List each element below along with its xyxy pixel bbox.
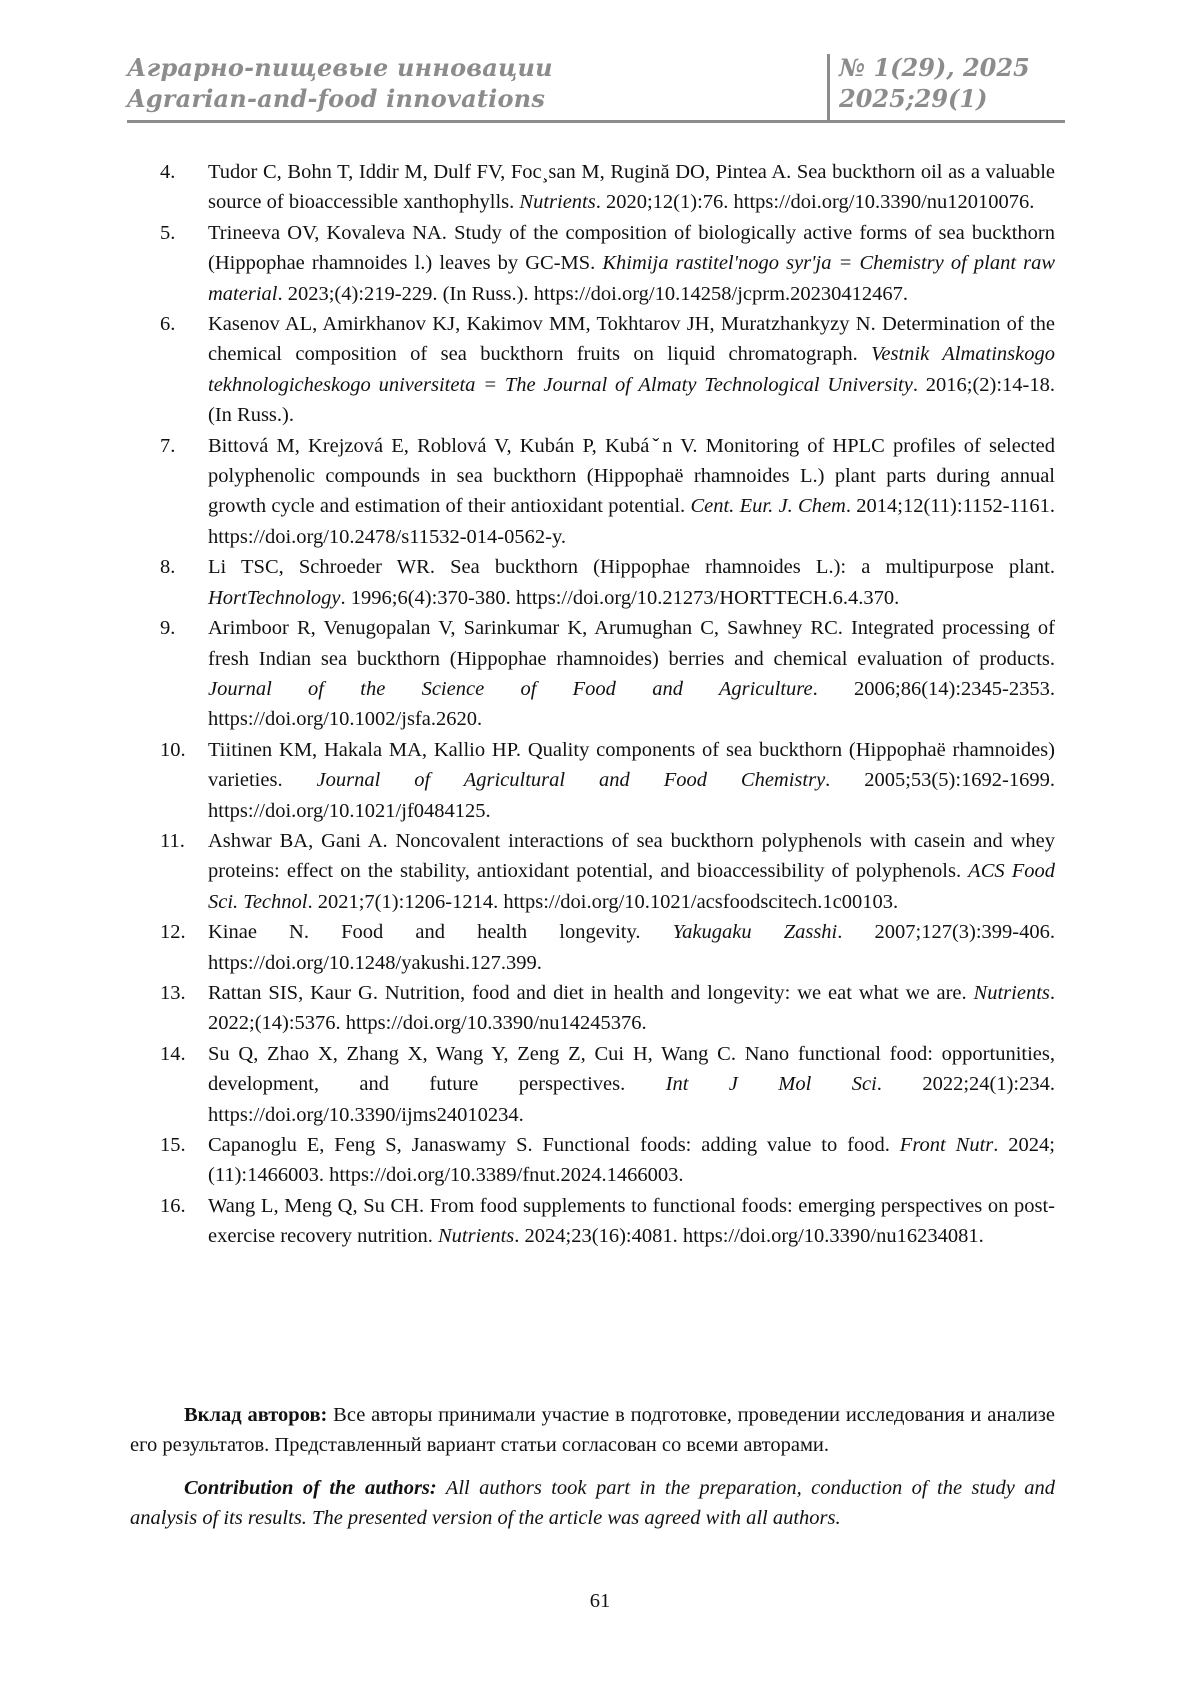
- reference-number: 9.: [160, 613, 204, 643]
- reference-text: Ashwar BA, Gani A. Noncovalent interactions of sea buckthorn polyphenols with casein and whey proteins: effect on the stability, antioxidant potential, and bioaccessibility of polyphenols.: [208, 830, 1055, 882]
- reference-item: [160, 917, 1055, 978]
- reference-details: . 2021;7(1):1206-1214. https://doi.org/10.1021/acsfoodscitech.1c00103.: [307, 891, 898, 913]
- reference-text: Tudor C, Bohn T, Iddir M, Dulf FV, Foc¸san M, Rugină DO, Pintea A. Sea buckthorn oil as a valuable source of bioaccessible xanthophylls.: [208, 161, 1055, 213]
- reference-text: Rattan SIS, Kaur G. Nutrition, food and diet in health and longevity: we eat what we are.: [208, 982, 974, 1004]
- contribution-en-label: Contribution of the authors:: [184, 1477, 437, 1499]
- reference-journal: Nutrients: [974, 982, 1050, 1004]
- reference-journal: Vestnik Almatinskogo tekhnologicheskogo universiteta = The Journal of Almaty Technological University: [208, 343, 1055, 395]
- reference-item: [160, 552, 1055, 613]
- reference-journal: Front Nutr: [900, 1134, 993, 1156]
- issue-number-ru: № 1(29), 2025: [839, 52, 1030, 83]
- reference-text: Su Q, Zhao X, Zhang X, Wang Y, Zeng Z, Cui H, Wang C. Nano functional food: opportunities, development, and future perspectives.: [208, 1043, 1055, 1095]
- reference-number: 8.: [160, 552, 204, 582]
- journal-title: [127, 52, 553, 114]
- reference-item: [160, 309, 1055, 431]
- reference-number: 12.: [160, 917, 204, 947]
- reference-journal: Khimija rastitel'nogo syr'ja = Chemistry of plant raw material: [208, 252, 1055, 304]
- reference-number: 6.: [160, 309, 204, 339]
- journal-title-en: Agrarian-and-food innovations: [127, 83, 553, 114]
- reference-journal: HortTechnology: [208, 587, 341, 609]
- reference-number: 4.: [160, 157, 204, 187]
- reference-details: . 2024;23(16):4081. https://doi.org/10.3390/nu16234081.: [514, 1225, 983, 1247]
- reference-item: [160, 1039, 1055, 1130]
- reference-details: . 2006;86(14):2345-2353. https://doi.org/10.1002/jsfa.2620.: [208, 678, 1055, 730]
- reference-details: . 2016;(2):14-18. (In Russ.).: [208, 374, 1055, 426]
- reference-details: . 1996;6(4):370-380. https://doi.org/10.21273/HORTTECH.6.4.370.: [341, 587, 900, 609]
- reference-text: Kinae N. Food and health longevity.: [208, 921, 673, 943]
- issue-number-en: 2025;29(1): [839, 83, 1030, 114]
- contribution-ru-label: Вклад авторов:: [184, 1404, 327, 1426]
- reference-number: 14.: [160, 1039, 204, 1069]
- reference-item: [160, 978, 1055, 1039]
- reference-list: [160, 157, 1055, 1252]
- reference-number: 5.: [160, 218, 204, 248]
- reference-number: 13.: [160, 978, 204, 1008]
- reference-item: [160, 613, 1055, 735]
- reference-journal: ACS Food Sci. Technol: [208, 860, 1055, 912]
- journal-title-ru: Аграрно-пищевые инновации: [127, 52, 553, 83]
- header-rule: [127, 120, 1065, 123]
- running-header: [127, 52, 1065, 120]
- contribution-ru: [130, 1400, 1055, 1461]
- reference-journal: Journal of the Science of Food and Agriculture: [208, 678, 813, 700]
- reference-journal: Nutrients: [438, 1225, 514, 1247]
- reference-number: 11.: [160, 826, 204, 856]
- reference-text: Wang L, Meng Q, Su CH. From food supplements to functional foods: emerging perspectives on post-exercise recovery nutrition.: [208, 1195, 1055, 1247]
- reference-item: [160, 1191, 1055, 1252]
- reference-item: [160, 826, 1055, 917]
- contribution-en-text: All authors took part in the preparation, conduction of the study and analysis of its results. The presented version of the article was agreed with all authors.: [130, 1477, 1055, 1529]
- reference-item: [160, 157, 1055, 218]
- reference-journal: Int J Mol Sci: [666, 1073, 877, 1095]
- reference-journal: Journal of Agricultural and Food Chemistry: [317, 769, 826, 791]
- reference-details: . 2022;24(1):234. https://doi.org/10.3390/ijms24010234.: [208, 1073, 1055, 1125]
- reference-number: 16.: [160, 1191, 204, 1221]
- reference-journal: Cent. Eur. J. Chem: [690, 495, 845, 517]
- reference-details: . 2014;12(11):1152-1161. https://doi.org/10.2478/s11532-014-0562-y.: [208, 495, 1055, 547]
- reference-text: Kasenov AL, Amirkhanov KJ, Kakimov MM, Tokhtarov JH, Muratzhankyzy N. Determination of the chemical composition of sea buckthorn fruits on liquid chromatograph.: [208, 313, 1055, 365]
- page-number: 61: [0, 1587, 1200, 1615]
- reference-number: 10.: [160, 735, 204, 765]
- reference-details: . 2024;(11):1466003. https://doi.org/10.3389/fnut.2024.1466003.: [208, 1134, 1055, 1186]
- reference-details: . 2007;127(3):399-406. https://doi.org/10.1248/yakushi.127.399.: [208, 921, 1055, 973]
- header-separator: [827, 54, 830, 120]
- reference-number: 15.: [160, 1130, 204, 1160]
- reference-journal: Yakugaku Zasshi: [673, 921, 838, 943]
- reference-item: [160, 735, 1055, 826]
- reference-details: . 2023;(4):219-229. (In Russ.). https://doi.org/10.14258/jcprm.20230412467.: [277, 283, 908, 305]
- reference-journal: Nutrients: [519, 191, 595, 213]
- reference-text: Trineeva OV, Kovaleva NA. Study of the composition of biologically active forms of sea buckthorn (Hippophae rhamnoides l.) leaves by GC-MS.: [208, 222, 1055, 274]
- issue-info: [839, 52, 1030, 114]
- reference-number: 7.: [160, 431, 204, 461]
- reference-item: [160, 431, 1055, 553]
- reference-text: Bittová M, Krejzová E, Roblová V, Kubán P, Kubáˇn V. Monitoring of HPLC profiles of selected polyphenolic compounds in sea buckthorn (Hippophaë rhamnoides L.) plant parts during annual growth cycle and estimation of their antioxidant potential.: [208, 435, 1055, 518]
- reference-details: . 2020;12(1):76. https://doi.org/10.3390/nu12010076.: [596, 191, 1035, 213]
- reference-item: [160, 1130, 1055, 1191]
- reference-text: Arimboor R, Venugopalan V, Sarinkumar K, Arumughan C, Sawhney RC. Integrated processing of fresh Indian sea buckthorn (Hippophae rhamnoides) berries and chemical evaluation of products.: [208, 617, 1055, 669]
- reference-details: . 2022;(14):5376. https://doi.org/10.3390/nu14245376.: [208, 982, 1055, 1034]
- contribution-ru-text: Все авторы принимали участие в подготовке, проведении исследования и анализе его результатов. Представленный вариант статьи согласован со всеми авторами.: [130, 1404, 1055, 1456]
- reference-text: Tiitinen KM, Hakala MA, Kallio HP. Quality components of sea buckthorn (Hippophaë rhamnoides) varieties.: [208, 739, 1055, 791]
- reference-item: [160, 218, 1055, 309]
- reference-details: . 2005;53(5):1692-1699. https://doi.org/10.1021/jf0484125.: [208, 769, 1055, 821]
- contribution-en: [130, 1473, 1055, 1534]
- reference-text: Li TSC, Schroeder WR. Sea buckthorn (Hippophae rhamnoides L.): a multipurpose plant.: [208, 556, 1055, 578]
- reference-text: Capanoglu E, Feng S, Janaswamy S. Functional foods: adding value to food.: [208, 1134, 900, 1156]
